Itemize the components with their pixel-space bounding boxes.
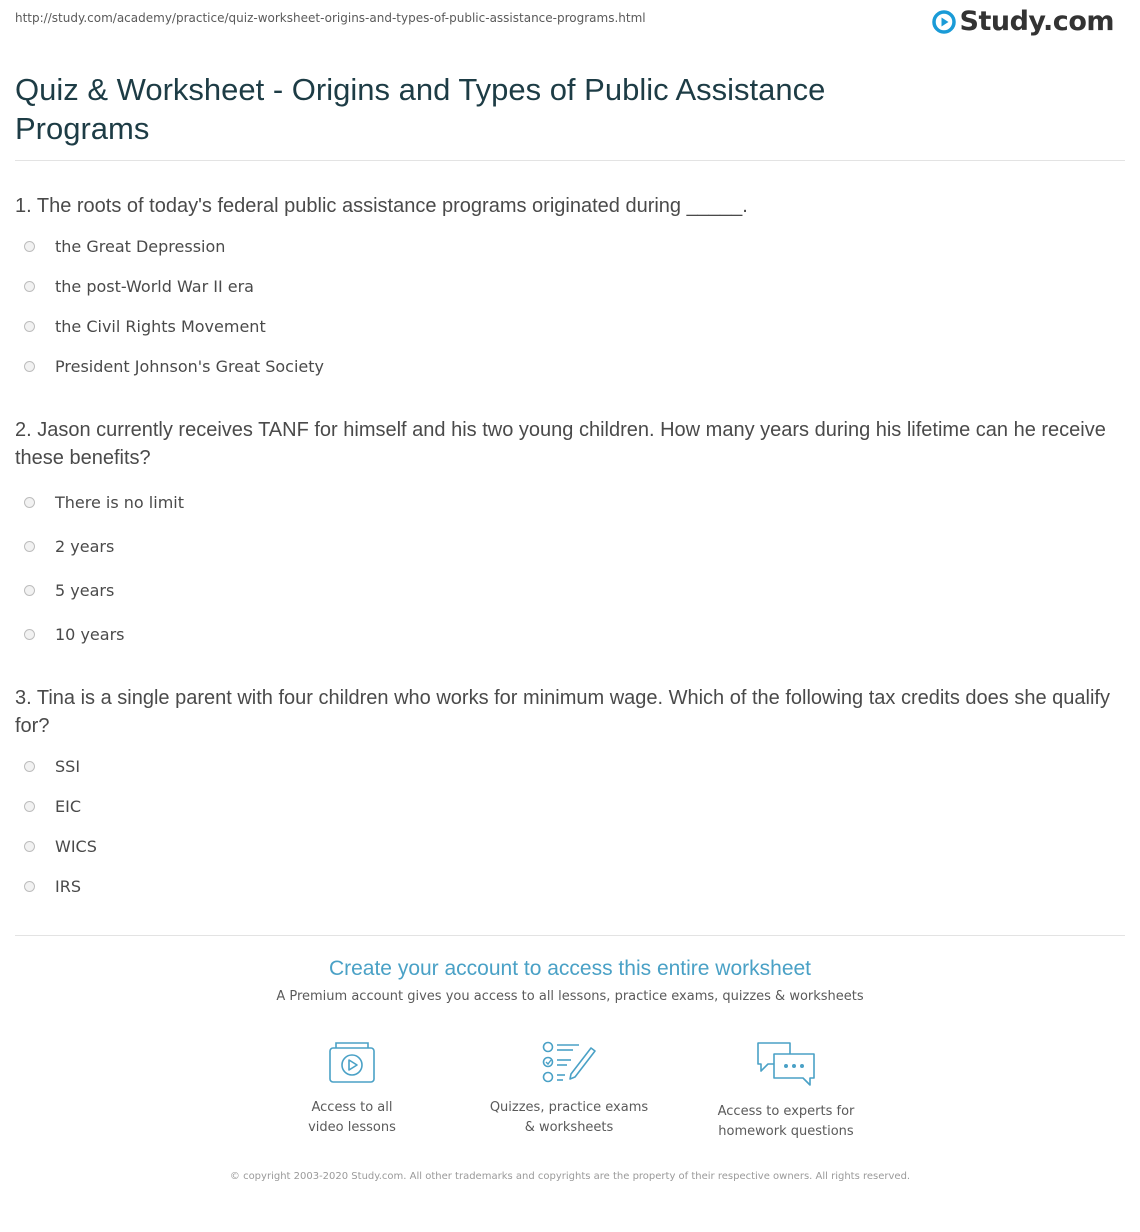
answer-option[interactable] <box>15 306 1125 346</box>
option-label: the Civil Rights Movement <box>55 316 266 336</box>
answer-option[interactable] <box>15 866 1125 906</box>
feature-line: homework questions <box>718 1124 854 1139</box>
feature-line: & worksheets <box>524 1120 614 1135</box>
radio-button-icon[interactable] <box>24 241 35 252</box>
feature-line: Access to experts for <box>717 1104 855 1119</box>
radio-button-icon[interactable] <box>24 321 35 332</box>
answer-option[interactable] <box>15 746 1125 786</box>
radio-button-icon[interactable] <box>24 541 35 552</box>
answer-option[interactable] <box>15 266 1125 306</box>
question-text: 1. The roots of today's federal public assistance programs originated during _____. <box>15 195 748 217</box>
option-label: the post-World War II era <box>55 276 254 296</box>
play-circle-icon <box>932 10 956 34</box>
video-lesson-icon <box>326 1040 378 1084</box>
logo-text: Study.com <box>959 6 1114 37</box>
option-label: President Johnson's Great Society <box>55 356 324 376</box>
answer-option[interactable] <box>15 480 1125 524</box>
option-label: WICS <box>55 836 97 856</box>
answer-option[interactable] <box>15 226 1125 266</box>
radio-button-icon[interactable] <box>24 497 35 508</box>
study-logo[interactable] <box>932 6 1114 37</box>
feature-video-lessons <box>252 1040 452 1138</box>
feature-line: video lessons <box>308 1120 396 1135</box>
answer-option[interactable] <box>15 524 1125 568</box>
feature-text <box>252 1098 452 1138</box>
page-title: Quiz & Worksheet - Origins and Types of Public Assistance Programs <box>15 72 826 146</box>
radio-button-icon[interactable] <box>24 629 35 640</box>
copyright-notice: © copyright 2003-2020 Study.com. All other trademarks and copyrights are the property of their respective owners. All rights reserved. <box>229 1171 911 1182</box>
option-label: SSI <box>55 756 81 776</box>
cta-divider <box>15 935 1125 936</box>
question-text: 2. Jason currently receives TANF for himself and his two young children. How many years during his lifetime can he receive these benefits? <box>15 419 1106 469</box>
question-2 <box>15 416 1125 656</box>
option-label: There is no limit <box>55 492 184 512</box>
checklist-icon <box>541 1040 597 1084</box>
page-url: http://study.com/academy/practice/quiz-worksheet-origins-and-types-of-public-assistance-programs.html <box>15 11 646 25</box>
answer-options <box>15 746 1125 906</box>
chat-bubbles-icon <box>754 1040 818 1088</box>
answer-options <box>15 480 1125 656</box>
radio-button-icon[interactable] <box>24 281 35 292</box>
feature-line: Access to all <box>311 1100 393 1115</box>
answer-options <box>15 226 1125 386</box>
radio-button-icon[interactable] <box>24 841 35 852</box>
answer-option[interactable] <box>15 826 1125 866</box>
feature-experts <box>686 1040 886 1142</box>
option-label: the Great Depression <box>55 236 226 256</box>
answer-option[interactable] <box>15 786 1125 826</box>
question-3 <box>15 684 1125 906</box>
question-1 <box>15 192 1125 386</box>
create-account-link[interactable]: Create your account to access this entire worksheet <box>328 957 812 980</box>
radio-button-icon[interactable] <box>24 585 35 596</box>
feature-line: Quizzes, practice exams <box>489 1100 649 1115</box>
answer-option[interactable] <box>15 346 1125 386</box>
option-label: 5 years <box>55 580 115 600</box>
option-label: 2 years <box>55 536 115 556</box>
radio-button-icon[interactable] <box>24 881 35 892</box>
answer-option[interactable] <box>15 568 1125 612</box>
option-label: 10 years <box>55 624 125 644</box>
radio-button-icon[interactable] <box>24 801 35 812</box>
answer-option[interactable] <box>15 612 1125 656</box>
feature-quizzes <box>469 1040 669 1138</box>
radio-button-icon[interactable] <box>24 361 35 372</box>
option-label: IRS <box>55 876 81 896</box>
feature-text <box>469 1098 669 1138</box>
option-label: EIC <box>55 796 81 816</box>
cta-subtitle: A Premium account gives you access to all lessons, practice exams, quizzes & worksheets <box>276 989 864 1004</box>
feature-text <box>686 1102 886 1142</box>
radio-button-icon[interactable] <box>24 761 35 772</box>
question-text: 3. Tina is a single parent with four children who works for minimum wage. Which of the following tax credits does she qualify for? <box>15 687 1110 737</box>
title-divider <box>15 160 1125 161</box>
